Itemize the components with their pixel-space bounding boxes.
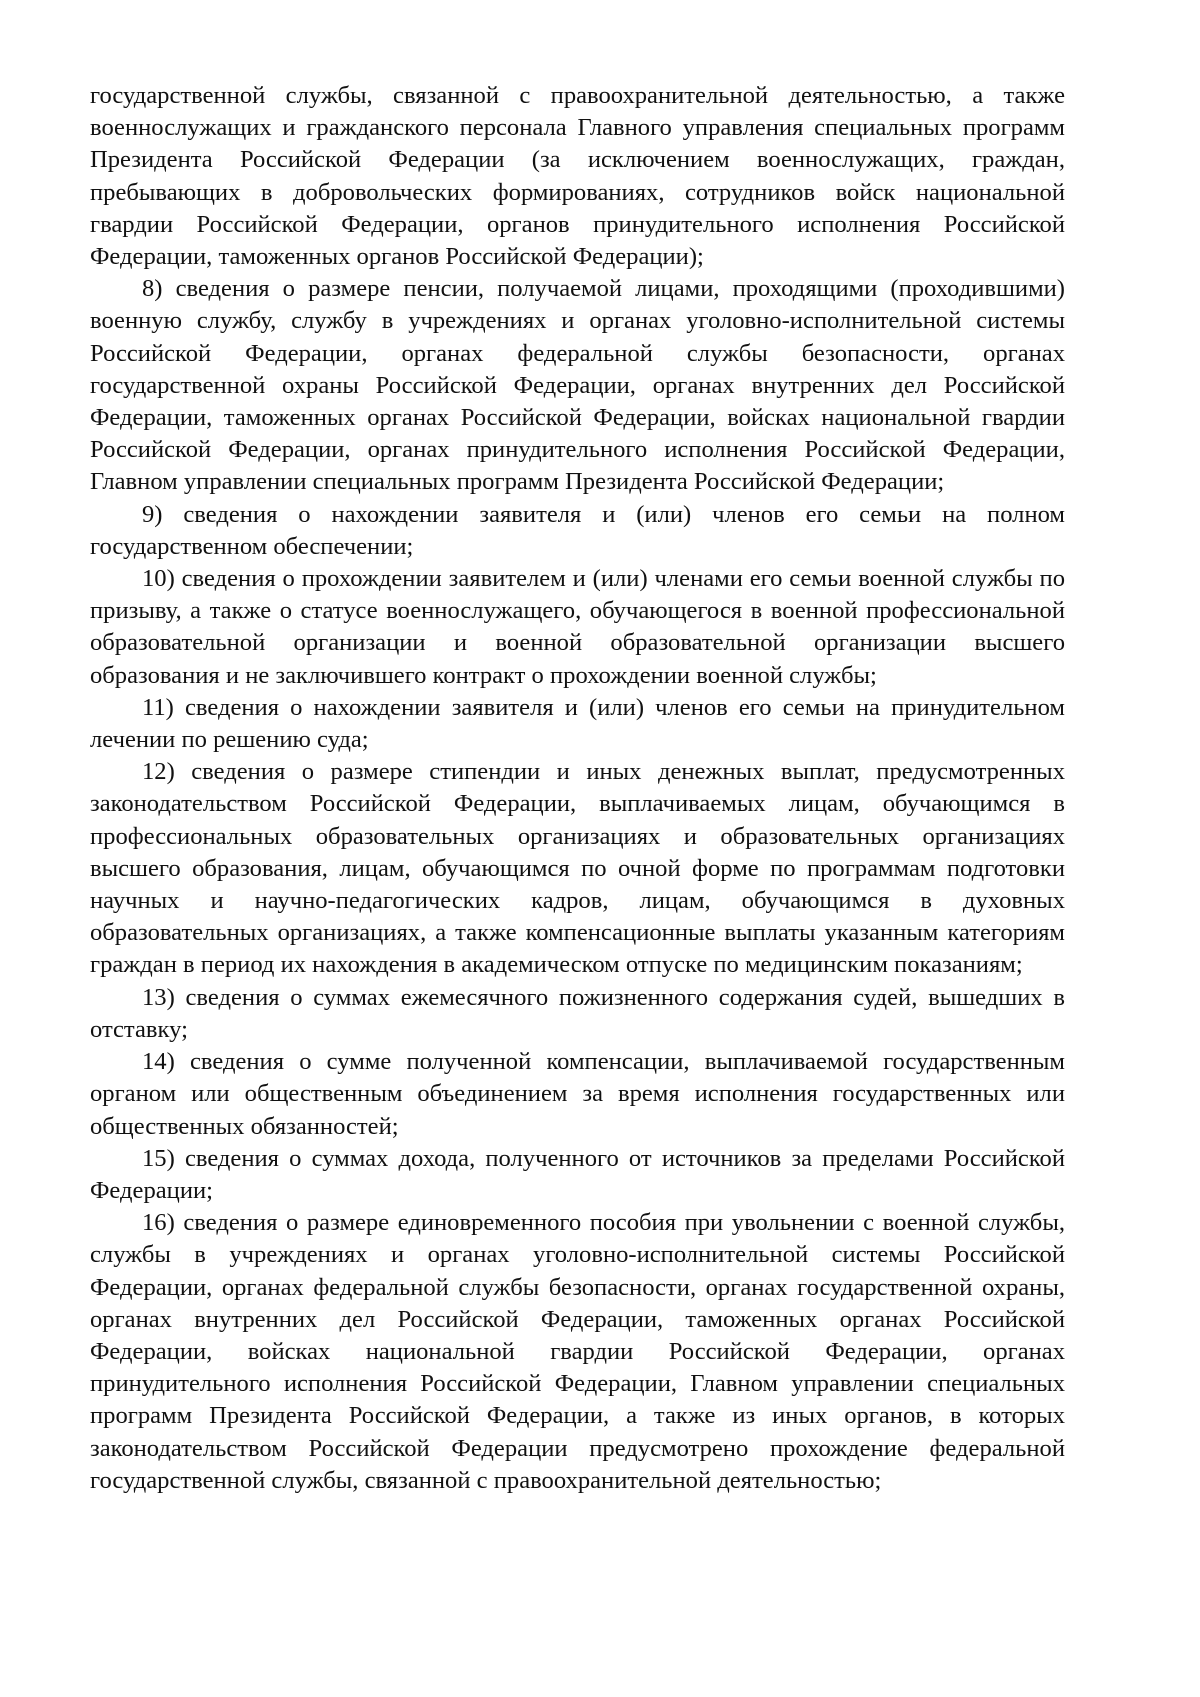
paragraph-item-8: 8) сведения о размере пенсии, получаемой лицами, проходящими (проходившими) военную службу, службу в учреждениях и органах уголовно-исполнительной системы Российской Федерации, органах федеральной службы безопасности, органах государственной охраны Российской Федерации, органах внутренних дел Российской Федерации, таможенных органах Российской Федерации, войсках национальной гвардии Российской Федерации, органах принудительного исполнения Российской Федерации, Главном управлении специальных программ Президента Российской Федерации; — [90, 275, 1065, 496]
paragraph-item-13: 13) сведения о суммах ежемесячного пожизненного содержания судей, вышедших в отставку; — [90, 983, 1065, 1043]
paragraph-item-16: 16) сведения о размере единовременного пособия при увольнении с военной службы, службы в учреждениях и органах уголовно-исполнительной системы Российской Федерации, органах федеральной службы безопасности, органах государственной охраны, органах внутренних дел Российской Федерации, таможенных органах Российской Федерации, войсках национальной гвардии Российской Федерации, органах принудительного исполнения Российской Федерации, Главном управлении специальных программ Президента Российской Федерации, а также из иных органов, в которых законодательством Российской Федерации предусмотрено прохождение федеральной государственной службы, связанной с правоохранительной деятельностью; — [90, 1209, 1065, 1494]
paragraph-item-12: 12) сведения о размере стипендии и иных денежных выплат, предусмотренных законодательством Российской Федерации, выплачиваемых лицам, обучающимся в профессиональных образовательных организациях и образовательных организациях высшего образования, лицам, обучающимся по очной форме по программам подготовки научных и научно-педагогических кадров, лицам, обучающимся в духовных образовательных организациях, а также компенсационные выплаты указанным категориям граждан в период их нахождения в академическом отпуске по медицинским показаниям; — [90, 758, 1065, 979]
paragraph-item-10: 10) сведения о прохождении заявителем и (или) членами его семьи военной службы по призыву, а также о статусе военнослужащего, обучающегося в военной профессиональной образовательной организации и военной образовательной организации высшего образования и не заключившего контракт о прохождении военной службы; — [90, 565, 1065, 689]
paragraph-continuation: государственной службы, связанной с правоохранительной деятельностью, а также военнослужащих и гражданского персонала Главного управления специальных программ Президента Российской Федерации (за исключением военнослужащих, граждан, пребывающих в добровольческих формированиях, сотрудников войск национальной гвардии Российской Федерации, органов принудительного исполнения Российской Федерации, таможенных органов Российской Федерации); — [90, 82, 1065, 271]
paragraph-item-15: 15) сведения о суммах дохода, полученного от источников за пределами Российской Федерации; — [90, 1144, 1065, 1204]
paragraph-item-11: 11) сведения о нахождении заявителя и (или) членов его семьи на принудительном лечении по решению суда; — [90, 693, 1065, 754]
document-page — [90, 80, 1065, 1497]
paragraph-item-14: 14) сведения о сумме полученной компенсации, выплачиваемой государственным органом или общественным объединением за время исполнения государственных или общественных обязанностей; — [90, 1048, 1065, 1140]
paragraph-item-9: 9) сведения о нахождении заявителя и (или) членов его семьи на полном государственном обеспечении; — [90, 500, 1065, 560]
